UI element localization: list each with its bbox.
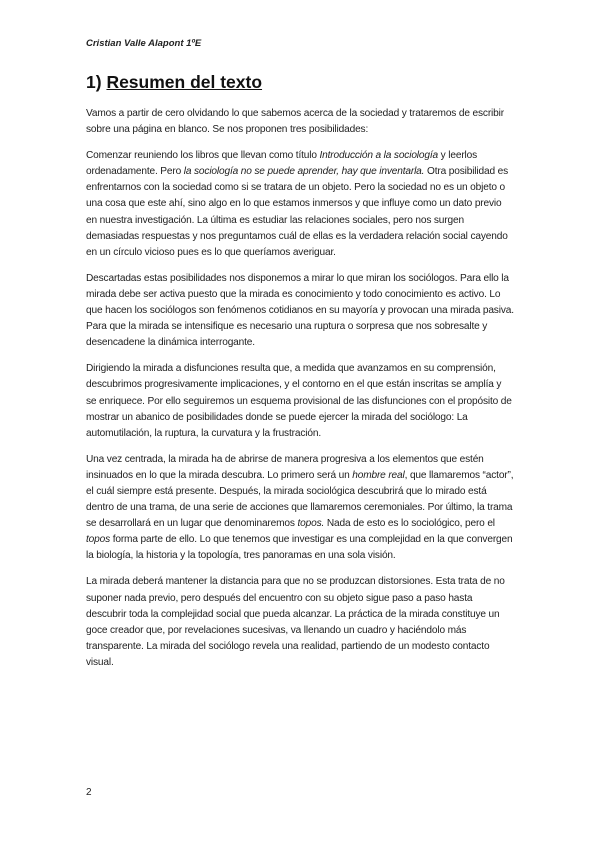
paragraph (86, 271, 514, 351)
paragraph (86, 574, 514, 671)
paragraph (86, 148, 514, 261)
section-title (86, 72, 262, 93)
paragraph (86, 452, 514, 565)
paragraph-text: La mirada deberá mantener la distancia para que no se produzcan distorsiones. Esta trata de no suponer nada previo, pero después del encuentro con su objeto sigue paso a paso hasta descubrir toda la complejidad social que pueda alcanzar. La práctica de la mirada constituye un goce creador que, por revelaciones sucesivas, va llenando un cuadro y haciéndolo más transparente. La mirada del sociólogo revela una realidad, partiendo de un modesto contacto visual. (86, 576, 505, 668)
paragraph-text: Comenzar reuniendo los libros que llevan como título (86, 150, 320, 162)
paragraph-text: Nada de esto es lo sociológico, pero el (324, 518, 495, 530)
paragraph-text: Vamos a partir de cero olvidando lo que sabemos acerca de la sociedad y trataremos de escribir sobre una página en blanco. Se nos proponen tres posibilidades: (86, 108, 504, 136)
italic-text: Introducción a la sociología (319, 150, 439, 162)
paragraph-text: , que llamaremos “actor”, el cuál siempre está presente. Después, la mirada sociológica descubrirá que lo mirado está dentro de una trama, de una serie de acciones que llamaremos ceremoniales. Por último, la trama se desarrollará en un lugar que denominaremos (86, 469, 514, 530)
paragraph-text: Otra posibilidad es enfrentarnos con la sociedad como si se tratara de un objeto. Pero la sociedad no es un objeto o una cosa que este ahí, sino algo en lo que estamos inmersos y que influye como un dato previo en nuestra investigación. La última es estudiar las relaciones sociales, pero nos surgen demasiadas respuestas y nos preguntamos cuál de ellas es la verdadera relación social cayendo en un círculo vicioso pues es lo que queríamos averiguar. (86, 166, 508, 258)
page-header: Cristian Valle Alapont 1ºE (86, 38, 202, 49)
body-text (86, 106, 514, 681)
section-number: 1) (86, 72, 102, 92)
paragraph-text: Dirigiendo la mirada a disfunciones resulta que, a medida que avanzamos en su comprensión, descubrimos progresivamente implicaciones, y el contorno en el que están inscritas se amplía y se enriquece. Por ello seguiremos un esquema provisional de las disfunciones con el propósito de mostrar un abanico de posibilidades donde se puede ejercer la mirada del sociólogo: La automutilación, la ruptura, la curvatura y la frustración. (86, 363, 512, 439)
paragraph (86, 106, 514, 138)
italic-text: topos (86, 534, 111, 546)
paragraph (86, 361, 514, 441)
italic-text: la sociología no se puede aprender, hay que inventarla. (183, 166, 425, 178)
italic-text: topos. (297, 518, 325, 530)
paragraph-text: Una vez centrada, la mirada ha de abrirse de manera progresiva a los elementos que estén insinuados en lo que la mirada descubra. Lo primero será un (86, 453, 484, 481)
paragraph-text: forma parte de ello. Lo que tenemos que investigar es una complejidad en la que convergen la biología, la historia y la topología, tres panoramas en una sola visión. (86, 534, 513, 562)
paragraph-text: y leerlos ordenadamente. Pero (86, 150, 478, 178)
page-number: 2 (86, 787, 92, 798)
section-title-text: Resumen del texto (106, 72, 263, 92)
paragraph-text: Descartadas estas posibilidades nos disponemos a mirar lo que miran los sociólogos. Para ello la mirada debe ser activa puesto que la mirada es conocimiento y todo conocimiento es activo. Lo que hacen los sociólogos son fenómenos cotidianos en su mayoría y provocan una mirada pasiva. Para que la mirada se intensifique es necesario una ruptura o sorpresa que nos sobresalte y desencadene la dinámica interrogante. (86, 272, 514, 349)
italic-text: hombre real (352, 469, 405, 481)
